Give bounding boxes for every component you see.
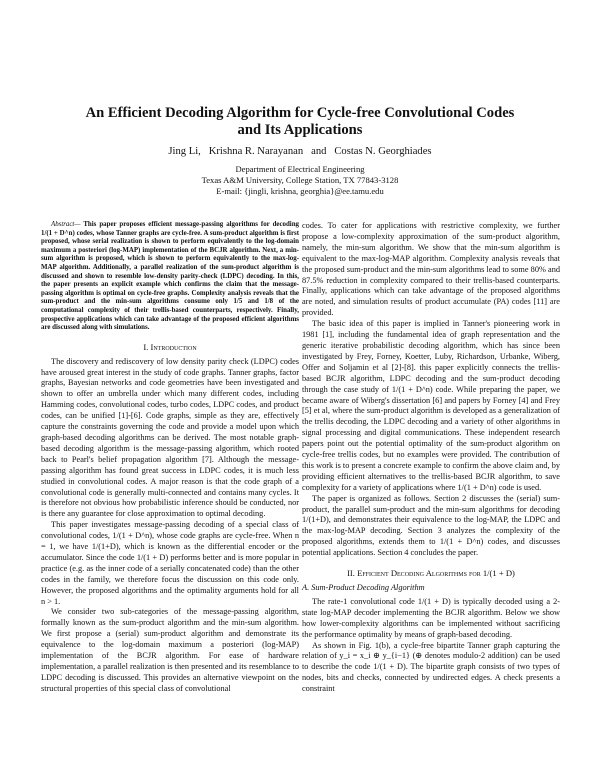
left-column <box>41 221 299 695</box>
right-paragraph-1: codes. To cater for applications with restrictive complexity, we further propose a low-complexity approximation of the sum-product algorithm, namely, the min-sum algorithm. We show that the min-sum algorithm is equivalent to the max-log-MAP algorithm. Complexity analysis reveals that the proposed sum-product and the min-sum algorithms lead to some 80% and 87.5% reduction in complexity compared to their trellis-based counterparts. Finally, applications which can take advantage of the proposed algorithms are noted, and simulation results of product accumulate (PA) codes [11] are provided. <box>302 221 560 318</box>
abstract <box>41 221 299 333</box>
subsection-heading-2a: A. Sum-Product Decoding Algorithm <box>302 583 425 592</box>
title-line-1: An Efficient Decoding Algorithm for Cycle-free Convolutional Codes <box>85 105 515 121</box>
intro-paragraph-2: This paper investigates message-passing decoding of a special class of convolutional codes, 1/(1 + D^n), whose code graphs are cycle-free. When n = 1, we have 1/(1+D), which is known as the differential encoder or the accumulator. Since the code 1/(1 + D) performs better and is more popular in practice (e.g. as the inner code of a serially concatenated code) than the other codes in the family, we therefore focus the discussion on this code only. However, the proposed algorithms and the optimality arguments hold for all n > 1. <box>41 520 299 606</box>
intro-paragraph-1: The discovery and rediscovery of low density parity check (LDPC) codes have aroused great interest in the study of code graphs. Tanner graphs, factor graphs, Bayesian networks and code geometries have been investigated and shown to offer an umbrella under which many different codes, including Hamming codes, convolutional codes, turbo codes, LDPC codes, and product codes, can be unified [1]-[6]. Code graphs, simple as they are, effectively capture the constraints governing the code and provide a model upon which graph-based decoding algorithms can be derived. The most notable graph-based decoding algorithm is the message-passing algorithm, which rooted back to Pearl's belief propagation algorithm [7]. Although the message-passing algorithm has found great success in LDPC codes, it is much less studied in convolutional codes. A major reason is that the code graph of a convolutional code is generally multi-connected and contains many cycles. It is therefore not obvious how probabilistic inference should be conducted, nor is there any guarantee for close approximation to optimal decoding. <box>41 356 299 519</box>
title-line-2: and Its Applications <box>237 122 363 138</box>
abstract-lead: Abstract— <box>51 221 81 228</box>
section-heading-2: II. Efficient Decoding Algorithms for 1/(1 + D) <box>347 568 515 579</box>
right-paragraph-3: The paper is organized as follows. Section 2 discusses the (serial) sum-product, the parallel sum-product and the min-sum algorithms for decoding 1/(1+D), and demonstrates their equivalence to the log-MAP, the LDPC and the max-log-MAP decoding. Section 3 analyzes the complexity of the proposed algorithms, extends them to 1/(1 + D^n) codes, and discusses potential applications. Section 4 concludes the paper. <box>302 493 560 558</box>
email: E-mail: {jingli, krishna, georghia}@ee.tamu.edu <box>216 186 384 196</box>
department: Department of Electrical Engineering <box>235 164 365 174</box>
sec2-paragraph-1: The rate-1 convolutional code 1/(1 + D) is typically decoded using a 2-state log-MAP decoder implementing the BCJR algorithm. Below we show how lower-complexity algorithms can be implemented without sacrificing the performance optimality by means of graph-based decoding. <box>302 596 560 639</box>
abstract-text: This paper proposes efficient message-passing algorithms for decoding 1/(1 + D^n) codes, whose Tanner graphs are cycle-free. A sum-product algorithm is first proposed, whose serial realization is shown to perform equivalently to the log-domain maximum a posteriori (log-MAP) implementation of the BCJR algorithm. Next, a min-sum algorithm is proposed, which is shown to perform equivalently to the max-log-MAP algorithm. Additionally, a parallel realization of the sum-product algorithm is discussed and shown to resemble low-density parity-check (LDPC) decoding. In this, the paper presents an explicit example which confirms the claim that the message-passing algorithm is optimal on cycle-free graphs. Complexity analysis reveals that the sum-product and the min-sum algorithms consume only 1/5 and 1/8 of the computational complexity of their trellis-based counterparts, respectively. Finally, prospective applications which can take advantage of the proposed efficient algorithms are discussed along with simulations. <box>41 221 299 332</box>
university: Texas A&M University, College Station, TX 77843-3128 <box>201 175 399 185</box>
sec2-paragraph-2: As shown in Fig. 1(b), a cycle-free bipartite Tanner graph capturing the relation of y_i = x_i ⊕ y_{i−1} (⊕ denotes modulo-2 addition) can be used to describe the code 1/(1 + D). The bipartite graph consists of two types of nodes, bits and checks, connected by undirected edges. A check presents a constraint <box>302 640 560 694</box>
section-heading-introduction: I. Introduction <box>143 341 197 352</box>
paper-title <box>60 105 540 139</box>
right-paragraph-2: The basic idea of this paper is implied in Tanner's pioneering work in 1981 [1], including the fundamental idea of graph representation and the generic iterative probabilistic decoding algorithm, which has since been investigated by Frey, Forney, Koetter, Luby, Richardson, Urbanke, Wiberg, Offer and Soljamin et al [2]-[8]. this paper explicitly connects the trellis-based BCJR algorithm, LDPC decoding and the sum-product decoding through the case study of 1/(1 + D^n) code. While preparing the paper, we became aware of Wiberg's dissertation [6] and papers by Forney [4] and Frey [5] et al, where the sum-product algorithm is developed as a generalization of the trellis decoding, the LDPC decoding and a variety of other algorithms in signal processing and digital communications. These independent research papers point out the potential optimality of the sum-product algorithm on cycle-free trellis codes, but no examples were provided. The contribution of this work is to present a concrete example to confirm the above claim and, by providing efficient alternatives to the trellis-based BCJR algorithm, to save complexity for a variety of applications where 1/(1 + D^n) code is used. <box>302 319 560 492</box>
author-list: Jing Li, Krishna R. Narayanan and Costas N. Georghiades <box>168 146 432 157</box>
intro-paragraph-3: We consider two sub-categories of the message-passing algorithm, formally known as the sum-product algorithm and the min-sum algorithm. We first propose a (serial) sum-product algorithm and demonstrate its equivalence to the log-domain maximum a posteriori (log-MAP) implementation of the BCJR algorithm. For ease of hardware implementation, a parallel realization is then presented and its resemblance to LDPC decoding is discussed. This provides an alternative viewpoint on the structural properties of this special class of convolutional <box>41 607 299 693</box>
right-column <box>302 221 560 695</box>
